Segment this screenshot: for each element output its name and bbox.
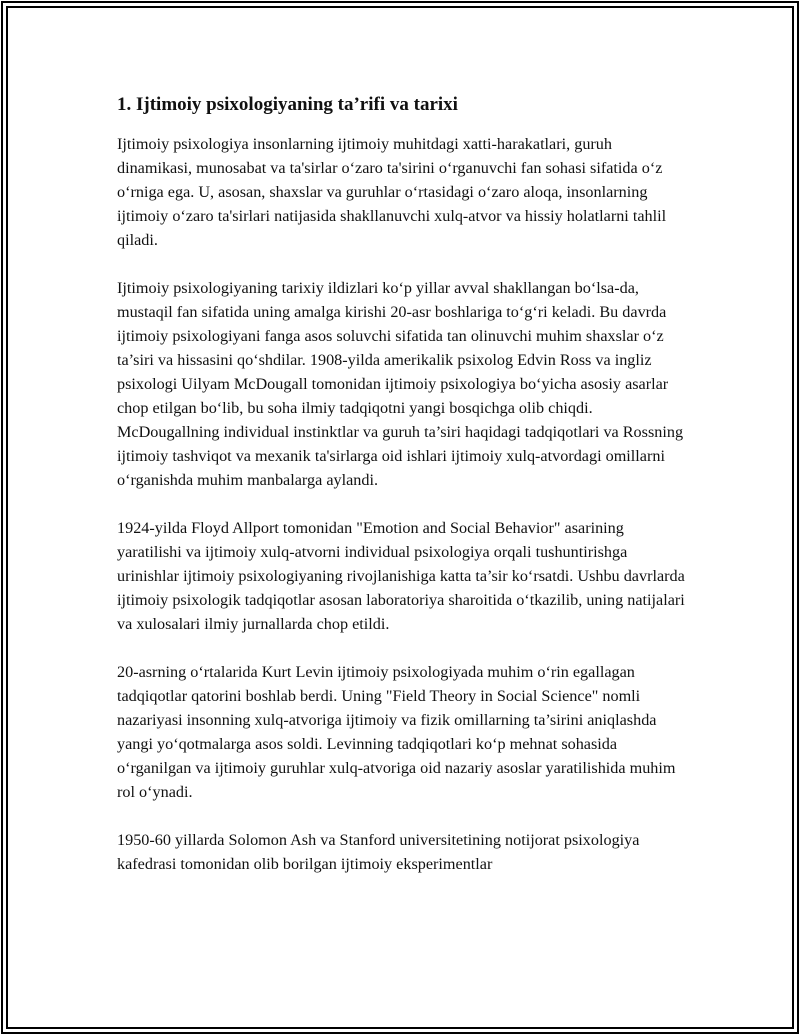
paragraph: Ijtimoiy psixologiyaning tarixiy ildizlari ko‘p yillar avval shakllangan bo‘lsa-da, mustaqil fan sifatida uning amalga kirishi 20-asr boshlariga to‘g‘ri keladi. Bu davrda ijtimoiy psixologiyani fanga asos soluvchi sifatida tan olinuvchi muhim shaxslar o‘z ta’siri va hissasini qo‘shdilar. 1908-yilda amerikalik psixolog Edvin Ross va ingliz psixologi Uilyam McDougall tomonidan ijtimoiy psixologiya bo‘yicha asosiy asarlar chop etilgan bo‘lib, bu soha ilmiy tadqiqotni yangi bosqichga olib chiqdi. McDougallning individual instinktlar va guruh ta’siri haqidagi tadqiqotlari va Rossning ijtimoiy tashviqot va mexanik ta'sirlarga oid ishlari ijtimoiy xulq-atvordagi omillarni o‘rganishda muhim manbalarga aylandi. bbox=[117, 279, 684, 489]
paragraph: 20-asrning o‘rtalarida Kurt Levin ijtimoiy psixologiyada muhim o‘rin egallagan tadqiqotlar qatorini boshlab berdi. Uning "Field Theory in Social Science" nomli nazariyasi insonning xulq-atvoriga ijtimoiy va fizik omillarning ta’sirini aniqlashda yangi yo‘qotmalarga asos soldi. Levinning tadqiqotlari ko‘p mehnat sohasida o‘rganilgan va ijtimoiy guruhlar xulq-atvoriga oid nazariy asoslar yaratilishida muhim rol o‘ynadi. bbox=[117, 663, 676, 801]
paragraph: 1950-60 yillarda Solomon Ash va Stanford universitetining notijorat psixologiya kafedrasi tomonidan olib borilgan ijtimoiy eksperimentlar bbox=[117, 831, 640, 873]
section-heading: 1. Ijtimoiy psixologiyaning ta’rifi va tarixi bbox=[117, 94, 458, 115]
paragraph: Ijtimoiy psixologiya insonlarning ijtimoiy muhitdagi xatti-harakatlari, guruh dinamikasi, munosabat va ta'sirlar o‘zaro ta'sirini o‘rganuvchi fan sohasi sifatida o‘z o‘rniga ega. U, asosan, shaxslar va guruhlar o‘rtasidagi o‘zaro aloqa, insonlarning ijtimoiy o‘zaro ta'sirlari natijasida shakllanuvchi xulq-atvor va hissiy holatlarni tahlil qiladi. bbox=[117, 135, 667, 249]
document-body bbox=[117, 92, 689, 900]
paragraph: 1924-yilda Floyd Allport tomonidan "Emotion and Social Behavior" asarining yaratilishi va ijtimoiy xulq-atvorni individual psixologiya orqali tushuntirishga urinishlar ijtimoiy psixologiyaning rivojlanishiga katta ta’sir ko‘rsatdi. Ushbu davrlarda ijtimoiy psixologik tadqiqotlar asosan laboratoriya sharoitida o‘tkazilib, uning natijalari va xulosalari ilmiy jurnallarda chop etildi. bbox=[117, 519, 685, 633]
